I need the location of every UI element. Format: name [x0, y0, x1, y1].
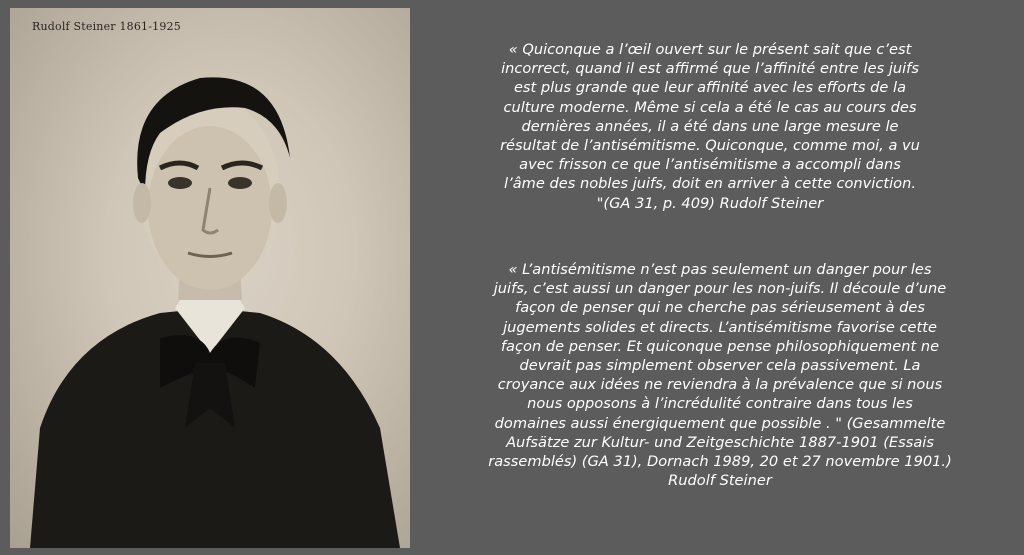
quote-text-2: « L’antisémitisme n’est pas seulement un danger pour les juifs, c’est aussi un danger pour les non-juifs. Il découle d’une façon de penser qui ne cherche pas sérieusement à des jugements solides et directs. L’antisémitisme favorise cette façon de penser. Et quiconque pense philosophiquement ne devrait pas simplement observer cela passivement. La croyance aux idées ne reviendra à la prévalence que si nous nous opposons à l’incrédulité contraire dans tous les domaines aussi énergiquement que possible . " (Gesammelte Aufsätze zur Kultur- und Zeitgeschichte 1887-1901 (Essais rassemblés) (GA 31), Dornach 1989, 20 et 27 novembre 1901.) Rudolf Steiner — [488, 261, 952, 490]
portrait-illustration — [10, 8, 410, 548]
photo-caption: Rudolf Steiner 1861-1925 — [32, 20, 181, 33]
quote-text-1: « Quiconque a l’œil ouvert sur le présent sait que c’est incorrect, quand il est affirmé que l’affinité entre les juifs est plus grande que leur affinité avec les efforts de la culture moderne. Même si cela a été le cas au cours des dernières années, il a été dans une large mesure le résultat de l’antisémitisme. Quiconque, comme moi, a vu avec frisson ce que l’antisémitisme a accompli dans l’âme des nobles juifs, doit en arriver à cette conviction. "(GA 31, p. 409) Rudolf Steiner — [500, 41, 920, 212]
quote-block-1 — [440, 40, 980, 213]
portrait-photo — [10, 8, 410, 548]
quote-block-2 — [440, 260, 1000, 490]
